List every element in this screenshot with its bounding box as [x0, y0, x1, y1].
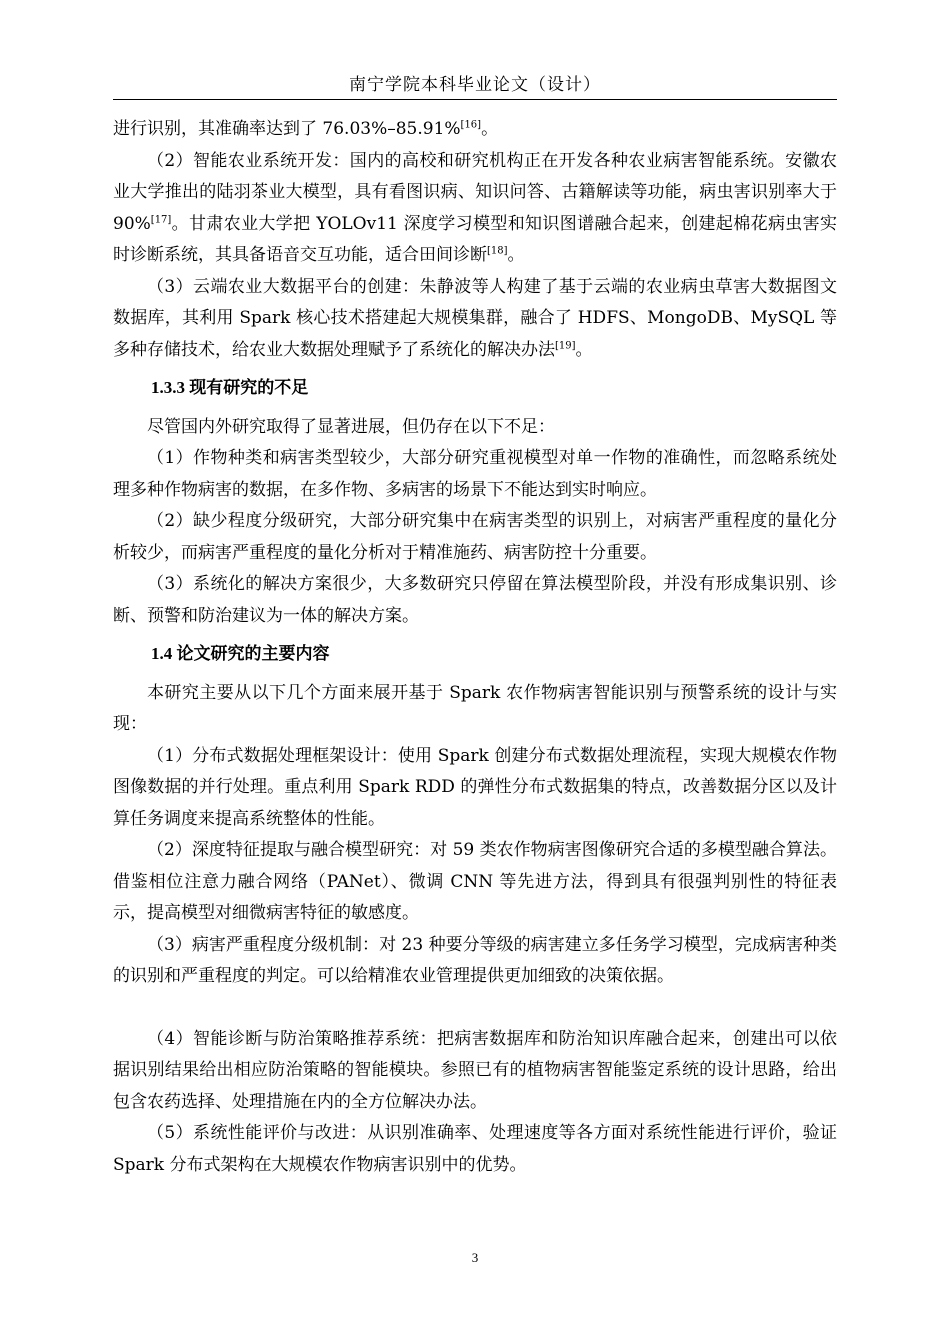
blank-line — [113, 993, 837, 1024]
list-item: （5）系统性能评价与改进：从识别准确率、处理速度等各方面对系统性能进行评价，验证 Spark 分布式架构在大规模农作物病害识别中的优势。 — [113, 1123, 837, 1175]
citation: [16] — [460, 119, 482, 131]
list-item: （1）分布式数据处理框架设计：使用 Spark 创建分布式数据处理流程，实现大规模农作物图像数据的并行处理。重点利用 Spark RDD 的弹性分布式数据集的特点，改善数据分区以及计算任务调度来提高系统整体的性能。 — [113, 745, 837, 829]
list-item: （4）智能诊断与防治策略推荐系统：把病害数据库和防治知识库融合起来，创建出可以依据识别结果给出相应防治策略的智能模块。参照已有的植物病害智能鉴定系统的设计思路，给出包含农药选择、处理措施在内的全方位解决办法。 — [113, 1028, 837, 1112]
header-rule — [113, 99, 837, 100]
paragraph-cloud-platform: （3）云端农业大数据平台的创建：朱静波等人构建了基于云端的农业病虫草害大数据图文数据库，其利用 Spark 核心技术搭建起大规模集群，融合了 HDFS、MongoDB、MySQL 等多种存储技术，给农业大数据处理赋予了系统化的解决办法[19]。 — [113, 276, 837, 360]
paragraph-continuation: 进行识别，其准确率达到了 76.03%–85.91%[16]。 — [113, 119, 499, 139]
page-number: 3 — [471, 1250, 479, 1265]
list-item: （2）缺少程度分级研究，大部分研究集中在病害类型的识别上，对病害严重程度的量化分析较少，而病害严重程度的量化分析对于精准施药、病害防控十分重要。 — [113, 511, 837, 563]
section-heading-1-3-3: 1.3.3 现有研究的不足 — [151, 378, 309, 397]
page-header-title: 南宁学院本科毕业论文（设计） — [349, 75, 601, 95]
section-intro: 尽管国内外研究取得了显著进展，但仍存在以下不足： — [147, 416, 555, 437]
list-item: （3）病害严重程度分级机制：对 23 种要分等级的病害建立多任务学习模型，完成病害种类的识别和严重程度的判定。可以给精准农业管理提供更加细致的决策依据。 — [113, 934, 837, 986]
citation: [18] — [487, 245, 508, 257]
list-item: （3）系统化的解决方案很少，大多数研究只停留在算法模型阶段，并没有形成集识别、诊断、预警和防治建议为一体的解决方案。 — [113, 574, 837, 626]
citation: [19] — [555, 339, 576, 351]
section-intro: 本研究主要从以下几个方面来展开基于 Spark 农作物病害智能识别与预警系统的设计与实现： — [113, 682, 837, 734]
list-item: （2）深度特征提取与融合模型研究：对 59 类农作物病害图像研究合适的多模型融合算法。借鉴相位注意力融合网络（PANet）、微调 CNN 等先进方法，得到具有很强判别性的特征表示，提高模型对细微病害特征的敏感度。 — [113, 840, 837, 923]
paragraph-smart-agriculture: （2）智能农业系统开发：国内的高校和研究机构正在开发各种农业病害智能系统。安徽农业大学推出的陆羽茶业大模型，具有看图识病、知识问答、古籍解读等功能，病虫害识别率大于 90%[17]。甘肃农业大学把 YOLOv11 深度学习模型和知识图谱融合起来，创建起棉花病虫害实时诊断系统，其具备语音交互功能，适合田间诊断[18]。 — [113, 150, 837, 265]
citation: [17] — [150, 213, 172, 225]
document-body — [113, 114, 837, 1181]
list-item: （1）作物种类和病害类型较少，大部分研究重视模型对单一作物的准确性，而忽略系统处理多种作物病害的数据，在多作物、多病害的场景下不能达到实时响应。 — [113, 448, 837, 500]
section-heading-1-4: 1.4 论文研究的主要内容 — [151, 644, 330, 663]
